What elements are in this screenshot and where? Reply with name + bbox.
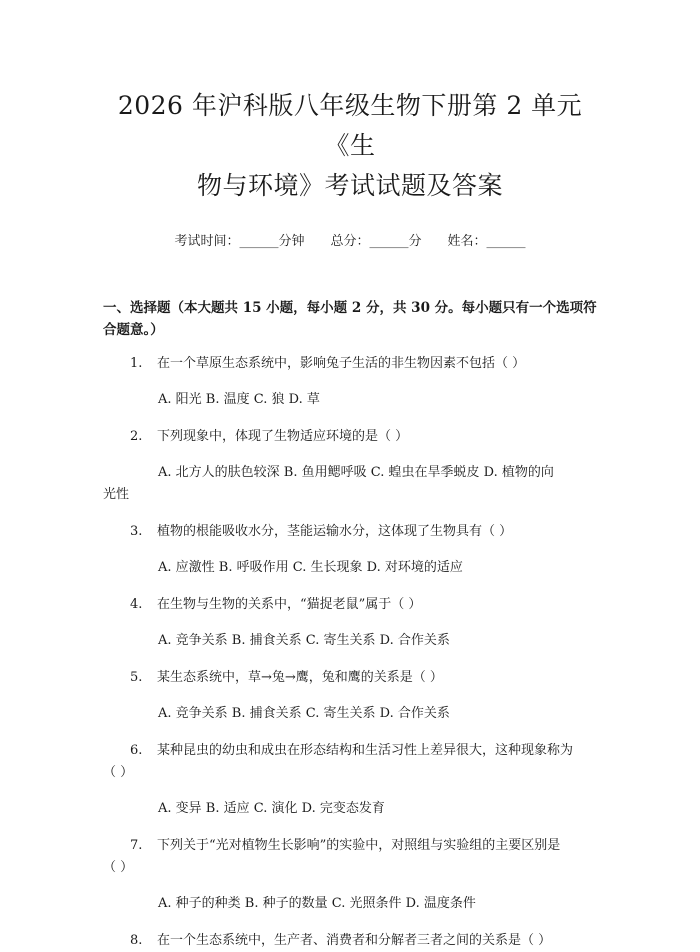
- question-stem: [103, 426, 597, 448]
- question-text: 在生物与生物的关系中，“猫捉老鼠”属于（ ）: [157, 597, 422, 612]
- question-options: A. 变异 B. 适应 C. 演化 D. 完变态发育: [158, 801, 385, 816]
- title-line-1: 2026 年沪科版八年级生物下册第 2 单元《生: [117, 91, 583, 160]
- question-options: A. 竞争关系 B. 捕食关系 C. 寄生关系 D. 合作关系: [158, 633, 450, 648]
- question-text: 在一个生态系统中，生产者、消费者和分解者三者之间的关系是（ ）: [157, 933, 552, 948]
- question-item: [103, 426, 597, 506]
- question-text: 植物的根能吸收水分，茎能运输水分，这体现了生物具有（ ）: [157, 524, 513, 539]
- question-item: [103, 594, 597, 652]
- question-item: [103, 667, 597, 725]
- question-stem-wrap: （ ）: [103, 765, 134, 780]
- section-heading-line-2: 合题意。）: [103, 322, 164, 338]
- question-item: [103, 521, 597, 579]
- question-stem: [103, 521, 597, 543]
- question-text: 下列关于“光对植物生长影响”的实验中，对照组与实验组的主要区别是: [157, 838, 561, 853]
- question-number: 8.: [130, 933, 143, 948]
- exam-meta: [103, 232, 597, 252]
- title-line-2: 物与环境》考试试题及答案: [196, 171, 503, 200]
- student-name: 姓名：______: [447, 234, 526, 249]
- question-list: [103, 353, 597, 952]
- question-stem: [103, 835, 597, 857]
- question-options: A. 应激性 B. 呼吸作用 C. 生长现象 D. 对环境的适应: [158, 560, 463, 575]
- question-options: A. 竞争关系 B. 捕食关系 C. 寄生关系 D. 合作关系: [158, 706, 450, 721]
- question-text: 下列现象中，体现了生物适应环境的是（ ）: [157, 429, 409, 444]
- question-options: A. 种子的种类 B. 种子的数量 C. 光照条件 D. 温度条件: [158, 896, 476, 911]
- exam-title: [103, 86, 597, 206]
- question-number: 6.: [130, 743, 143, 758]
- question-options: A. 阳光 B. 温度 C. 狼 D. 草: [158, 392, 320, 407]
- question-stem-wrap: （ ）: [103, 860, 134, 875]
- question-item: [103, 353, 597, 411]
- question-number: 3.: [130, 524, 143, 539]
- question-text: 某种昆虫的幼虫和成虫在形态结构和生活习性上差异很大，这种现象称为: [157, 743, 574, 758]
- question-number: 2.: [130, 429, 143, 444]
- question-text: 在一个草原生态系统中，影响兔子生活的非生物因素不包括（ ）: [157, 356, 526, 371]
- question-stem: [103, 930, 597, 952]
- question-stem: [103, 740, 597, 762]
- question-text: 某生态系统中，草→兔→鹰，兔和鹰的关系是（ ）: [157, 670, 443, 685]
- question-stem: [103, 353, 597, 375]
- question-number: 1.: [130, 356, 143, 371]
- question-stem: [103, 594, 597, 616]
- question-number: 7.: [130, 838, 143, 853]
- question-item: [103, 740, 597, 820]
- question-options: A. 北方人的肤色较深 B. 鱼用鳃呼吸 C. 蝗虫在旱季蜕皮 D. 植物的向: [158, 465, 554, 480]
- question-item: [103, 930, 597, 952]
- question-item: [103, 835, 597, 915]
- section-heading: [103, 297, 597, 341]
- exam-time: 考试时间：______分钟: [174, 234, 305, 249]
- question-number: 4.: [130, 597, 143, 612]
- exam-total-score: 总分：______分: [330, 234, 422, 249]
- section-heading-line-1: 一、选择题（本大题共 15 小题，每小题 2 分，共 30 分。每小题只有一个选项符: [103, 300, 597, 316]
- question-number: 5.: [130, 670, 143, 685]
- question-options-wrap: 光性: [103, 487, 130, 502]
- question-stem: [103, 667, 597, 689]
